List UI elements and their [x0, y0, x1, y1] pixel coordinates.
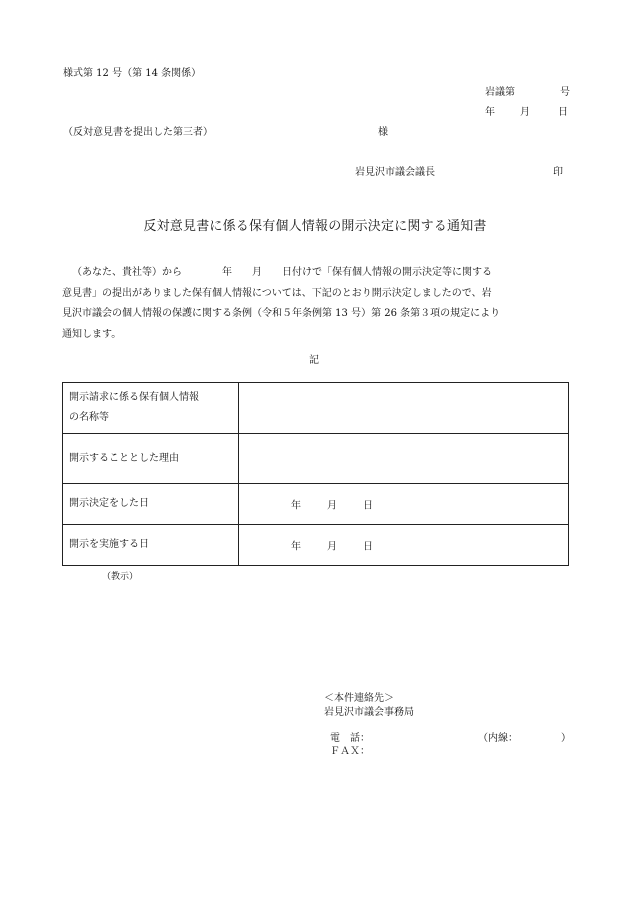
reference-prefix: 岩議第	[485, 87, 515, 98]
contact-office: 岩見沢市議会事務局	[324, 707, 414, 718]
phone-label: 電 話：	[330, 733, 370, 744]
table-row	[63, 484, 569, 525]
row-label: 開示を実施する日	[63, 525, 239, 566]
date-month: 月	[327, 500, 337, 512]
issue-date-month: 月	[520, 107, 530, 118]
contact-heading: ＜本件連絡先＞	[324, 693, 394, 704]
date-year: 年	[291, 541, 301, 553]
issuer: 岩見沢市議会議長	[355, 167, 435, 178]
honorific: 様	[378, 127, 388, 138]
row-value	[239, 383, 569, 434]
fax-label: ＦＡＸ：	[330, 746, 370, 757]
row-value	[239, 434, 569, 484]
row-value	[239, 484, 569, 525]
addressee: （反対意見書を提出した第三者）	[63, 127, 213, 138]
row-label-line: の名称等	[69, 412, 109, 423]
date-month: 月	[327, 541, 337, 553]
date-day: 日	[363, 500, 373, 512]
row-value	[239, 525, 569, 566]
ki-heading: 記	[309, 355, 319, 366]
date-year: 年	[291, 500, 301, 512]
form-number: 様式第 12 号（第 14 条関係）	[63, 68, 202, 79]
body-paragraph	[62, 263, 570, 345]
row-label: 開示決定をした日	[63, 484, 239, 525]
extension-close: ）	[561, 733, 571, 744]
row-label-line: 開示請求に係る保有個人情報	[69, 392, 199, 403]
seal-mark: 印	[553, 167, 563, 178]
body-line: 意見書」の提出がありました保有個人情報については、下記のとおり開示決定しましたので、岩	[62, 287, 492, 299]
reference-suffix: 号	[560, 87, 570, 98]
table-row	[63, 383, 569, 434]
instruction-note: （教示）	[102, 572, 139, 582]
issue-date-year: 年	[485, 107, 495, 118]
body-line: 見沢市議会の個人情報の保護に関する条例（令和５年条例第 13 号）第 26 条第３項の規定により	[62, 308, 501, 319]
body-line: 通知します。	[62, 328, 122, 340]
detail-table	[62, 382, 569, 566]
issue-date-day: 日	[558, 107, 568, 118]
body-line: （あなた、貴社等）から 年 月 日付けで「保有個人情報の開示決定等に関する	[72, 267, 492, 278]
date-day: 日	[363, 541, 373, 553]
table-row	[63, 434, 569, 484]
document-title: 反対意見書に係る保有個人情報の開示決定に関する通知書	[143, 219, 487, 234]
extension-label: （内線：	[478, 733, 518, 744]
row-label: 開示することとした理由	[63, 434, 239, 484]
table-row	[63, 525, 569, 566]
row-label	[63, 383, 239, 434]
